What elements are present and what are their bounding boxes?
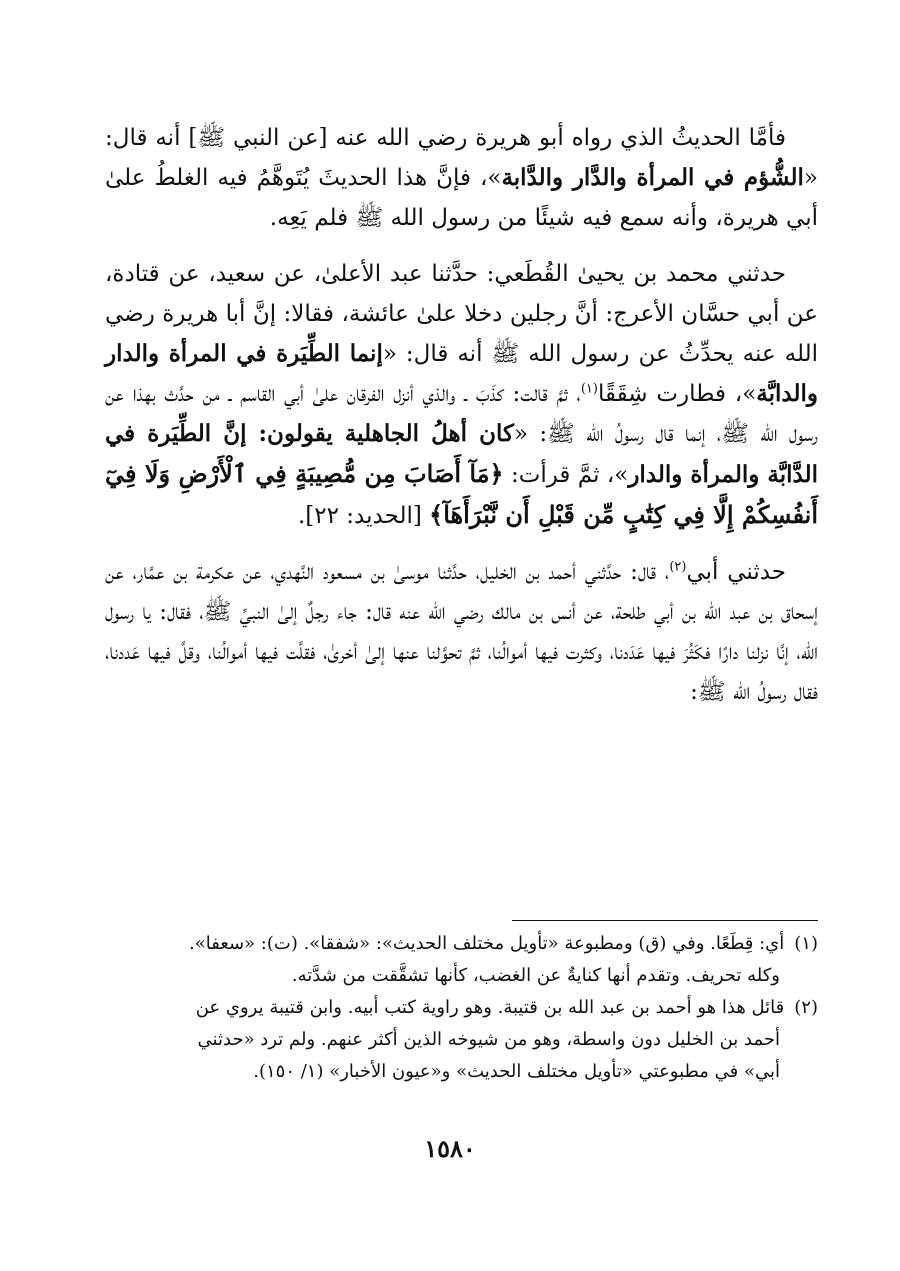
paragraph-3: [105, 552, 818, 712]
footnote-number: (٢): [794, 997, 818, 1018]
text-run: فأمَّا الحديثُ الذي رواه أبو هريرة رضي الله عنه [عن النبي ﷺ] أنه قال: «: [105, 125, 818, 191]
footnote-separator: [512, 920, 818, 921]
footnote-1-cont: [105, 960, 818, 992]
footnote-text: أحمد بن الخليل دون واسطة، وهو من شيوخه الذين أكثر عنهم. ولم ترد «حدثني: [197, 1029, 780, 1050]
text-run: ، قال: حدَّثني أحمد بن الخليل، حدَّثنا موسىٰ بن مسعود النَّهدي، عن عكرمة بن عمَّار، عن إسحاق بن عبد الله بن أبي طلحة، عن أنس بن مالك رضي الله عنه قال: جاء رجلٌ إلىٰ النبيِّ ﷺ، فقال: يا رسول الله، إنَّا نزلنا دارًا فكَثُرَ فيها عَدَدنا، وكثرت فيها أموالُنا، ثمَّ تحوَّلنا عنها إلىٰ أخرىٰ، فقلَّت فيها أموالُنا، وقلَّ فيها عَددنا، فقال رسولُ الله ﷺ:: [105, 559, 818, 705]
paragraph-1: [105, 118, 818, 238]
text-run: »، فإنَّ هذا الحديثَ يُتَوهَّمُ فيه الغلطُ علىٰ أبي هريرة، وأنه سمع فيه شيئًا من رسول الله ﷺ فلم يَعِه.: [105, 165, 818, 231]
footnote-2: [105, 992, 818, 1024]
text-run: »، فطارت شِقَقًا: [597, 381, 757, 407]
hadith-quote: إنما الطِّيَرة في المرأة والدار والدابَّة: [105, 340, 818, 407]
footnotes: [105, 928, 818, 1088]
text-run: حدثني أبي: [686, 559, 787, 585]
footnote-2-cont: [105, 1024, 818, 1056]
quran-verse: ﴿مَآ أَصَابَ مِن مُّصِيبَةٍ فِي ٱلْأَرْضِ وَلَا فِيٓ أَنفُسِكُمْ إِلَّا فِي كِتَٰبٍ مِّن قَبْلِ أَن نَّبْرَأَهَآ﴾: [105, 459, 818, 529]
footnote-ref-1: (١): [580, 381, 598, 397]
page-number: ١٥٨٠: [424, 1134, 476, 1163]
paragraph-2: [105, 254, 818, 536]
text-run: حدثني محمد بن يحيىٰ القُطَعي: حدَّثنا عبد الأعلىٰ، عن سعيد، عن قتادة، عن أبي حسَّان الأعرج: أنَّ رجلين دخلا علىٰ عائشة، فقالا: إنَّ أبا هريرة رضي الله عنه يحدِّثُ عن رسول الله ﷺ أنه قال: «: [105, 261, 818, 367]
footnote-text: قائل هذا هو أحمد بن عبد الله بن قتيبة. وهو راوية كتب أبيه. وابن قتيبة يروي عن: [195, 997, 785, 1018]
main-text: [105, 118, 818, 712]
footnote-text: أي: قِطَعًا. وفي (ق) ومطبوعة «تأويل مختلف الحديث»: «شفقا». (ت): «سعفا».: [188, 933, 785, 954]
footnote-2-cont: [105, 1056, 818, 1088]
footnote-ref-2: (٢): [669, 559, 687, 575]
footnote-number: (١): [794, 933, 818, 954]
text-run: »، ثمَّ قرأت:: [503, 462, 629, 488]
hadith-quote: كان أهلُ الجاهلية يقولون: إنَّ الطِّيَرة في الدَّابَّة والمرأة والدار: [105, 420, 818, 488]
footnote-text: وكله تحريف. وتقدم أنها كنايةٌ عن الغضب، كأنها تشقَّقت من شدَّته.: [291, 965, 780, 986]
verse-citation: [الحديد: ٢٢].: [297, 503, 430, 529]
footnote-text: أبي» في مطبوعتي «تأويل مختلف الحديث» و«عيون الأخبار» (١/ ١٥٠).: [253, 1061, 780, 1082]
hadith-quote: الشُّؤم في المرأة والدَّار والدَّابة: [501, 164, 804, 191]
footnote-1: [105, 928, 818, 960]
text-run: ، ثمَّ قالت: كذَبَ ـ والذي أنزل الفرقان علىٰ أبي القاسم ـ من حدَّث بهذا عن رسول الله ﷺ، إنما قال رسولُ الله ﷺ: «: [105, 381, 818, 447]
